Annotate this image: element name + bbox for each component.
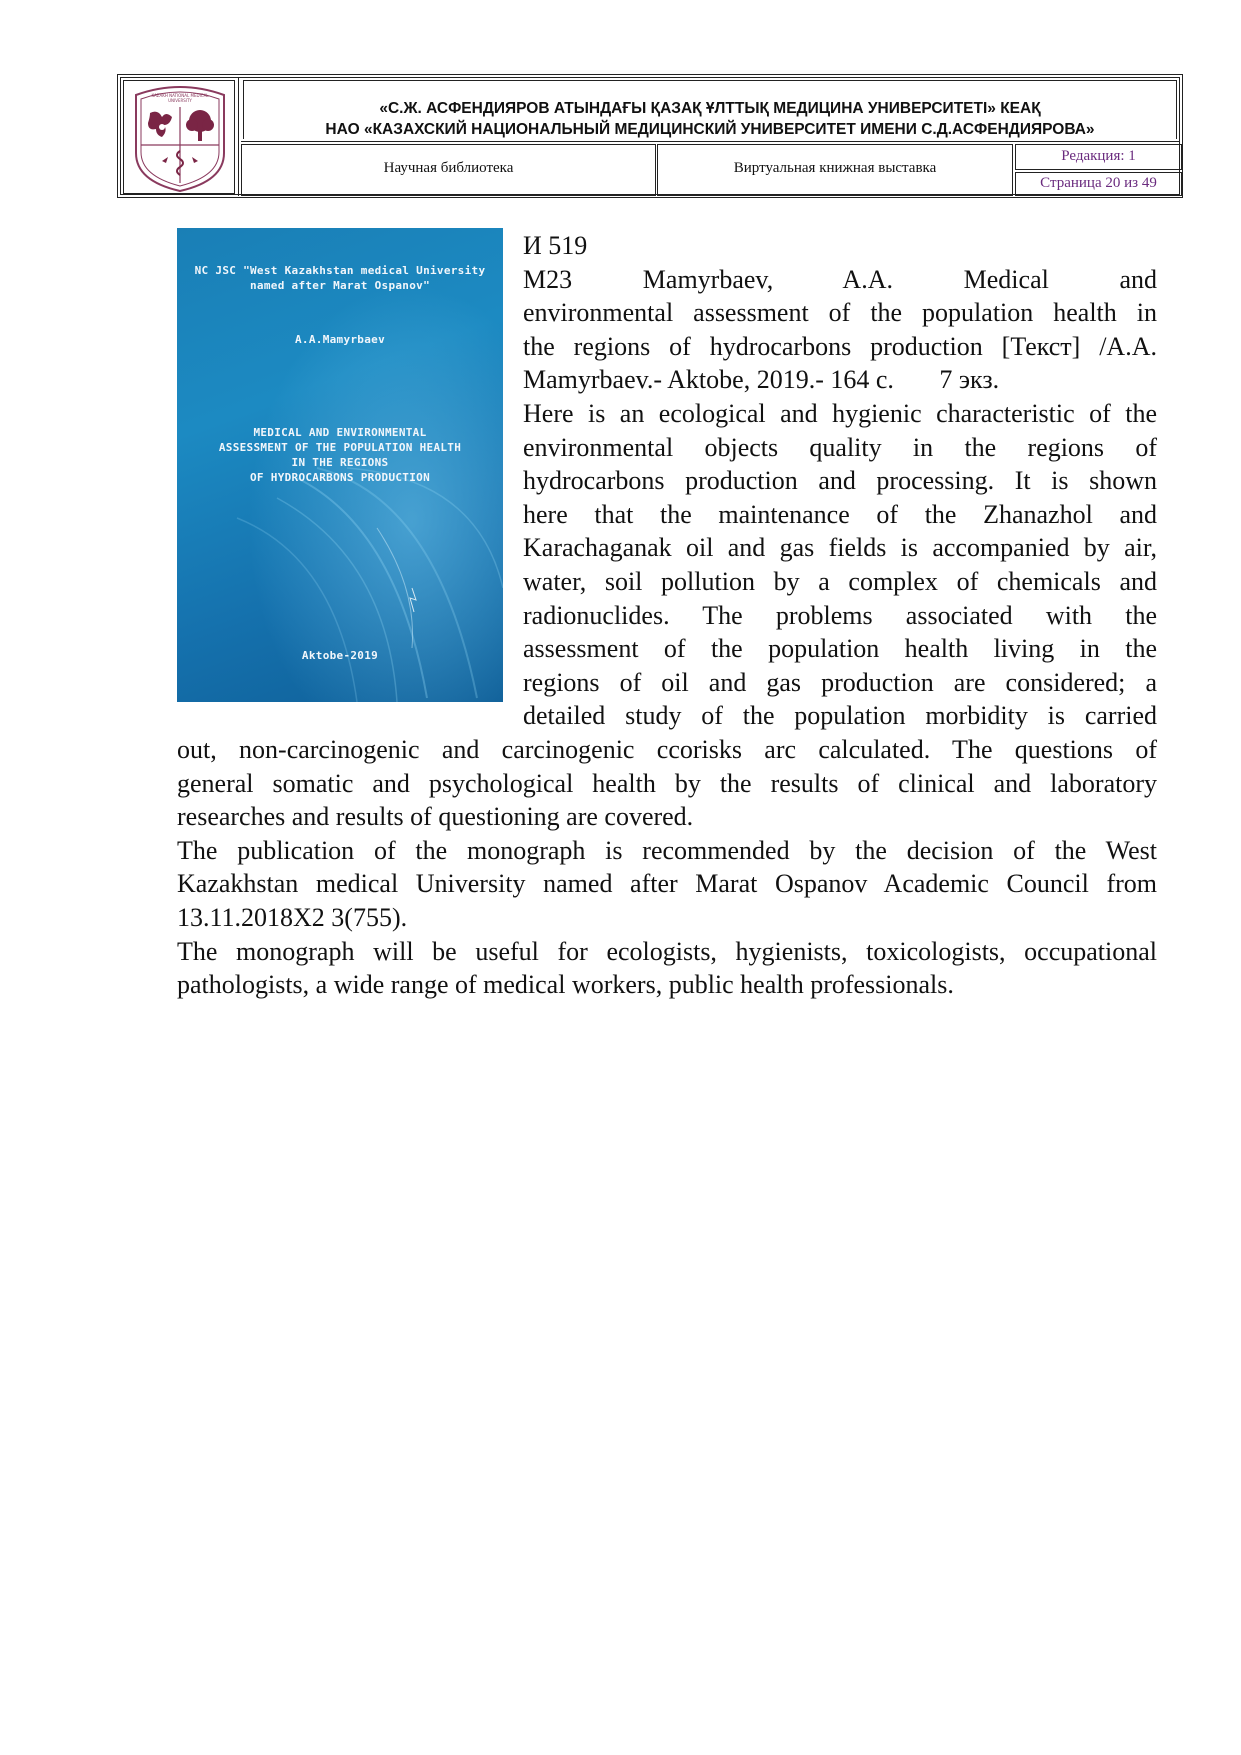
svg-text:UNIVERSITY: UNIVERSITY: [168, 98, 192, 103]
catalog-entry-wide: [177, 733, 1157, 1002]
university-seal-logo: [128, 83, 232, 193]
cover-title-line: OF HYDROCARBONS PRODUCTION: [250, 471, 430, 484]
cover-title-line: IN THE REGIONS: [291, 456, 389, 469]
audience-line: The monograph will be useful for ecologists, hygienists, toxicologists, occupational: [177, 936, 1157, 966]
abstract-line: researches and results of questioning are covered.: [177, 802, 694, 832]
document-header: [117, 74, 1183, 198]
exhibition-cell: [657, 144, 1013, 196]
abstract-line: water, soil pollution by a complex of chemicals and: [523, 566, 1157, 596]
recommendation-line: The publication of the monograph is recommended by the decision of the West: [177, 835, 1157, 865]
abstract-line: Karachaganak oil and gas fields is accompanied by air,: [523, 533, 1157, 563]
cover-publisher-line: named after Marat Ospanov": [250, 279, 430, 292]
catalog-entry-narrow: [523, 229, 1157, 733]
cover-author: A.A.Mamyrbaev: [295, 333, 385, 346]
cover-place-year: Aktobe-2019: [301, 649, 379, 662]
recommendation-line: Kazakhstan medical University named after Marat Ospanov Academic Council from: [177, 869, 1157, 899]
abstract-line: regions of oil and gas production are considered; a: [523, 667, 1157, 697]
cover-publisher: [177, 263, 503, 293]
edition-label: Редакция: 1: [1061, 148, 1136, 164]
logo-cell: [121, 78, 239, 196]
abstract-line: environmental objects quality in the regions of: [523, 432, 1157, 462]
department-cell: [241, 144, 656, 196]
author-name: Mamyrbaev, A.A.: [642, 264, 893, 294]
author-code: M23: [523, 264, 573, 294]
title-cell: [241, 78, 1179, 142]
abstract-line: hydrocarbons production and processing. It is shown: [523, 466, 1157, 496]
abstract-line: general somatic and psychological health by the results of clinical and laboratory: [177, 768, 1157, 798]
entry-line: the regions of hydrocarbons production [Текст] /A.A.: [523, 331, 1157, 361]
audience-line: pathologists, a wide range of medical workers, public health professionals.: [177, 970, 954, 1000]
department-label: Научная библиотека: [383, 160, 514, 176]
abstract-line: radionuclides. The problems associated with the: [523, 600, 1157, 630]
book-cover-image: [177, 228, 503, 702]
page-number-label: Страница 20 из 49: [1040, 175, 1157, 191]
entry-line: Mamyrbaev.- Aktobe, 2019.- 164 с. 7 экз.: [523, 365, 1000, 395]
cover-publisher-line: NC JSC "West Kazakhstan medical University: [194, 264, 486, 277]
org-name-kazakh: «С.Ж. АСФЕНДИЯРОВ АТЫНДАҒЫ ҚАЗАҚ ҰЛТТЫҚ МЕДИЦИНА УНИВЕРСИТЕТІ» КЕАҚ: [379, 100, 1041, 117]
header-frame: [120, 77, 1180, 195]
abstract-line: out, non-carcinogenic and carcinogenic ccorisks arc calculated. The questions of: [177, 735, 1157, 764]
exhibition-label: Виртуальная книжная выставка: [733, 160, 937, 176]
abstract-line: detailed study of the population morbidity is carried: [523, 701, 1157, 731]
entry-line: environmental assessment of the population health in: [523, 298, 1157, 328]
title-and: and: [1119, 264, 1158, 294]
recommendation-line: 13.11.2018Х2 3(755).: [177, 902, 408, 932]
shelf-code: И 519: [523, 231, 588, 260]
abstract-line: Here is an ecological and hygienic characteristic of the: [523, 398, 1157, 428]
author-line: [523, 263, 1157, 297]
edition-cell: [1015, 144, 1182, 170]
abstract-line: assessment of the population health living in the: [523, 634, 1157, 664]
page-number-cell: [1015, 172, 1182, 196]
cover-title-line: ASSESSMENT OF THE POPULATION HEALTH: [218, 441, 462, 454]
svg-text:KAZAKH NATIONAL MEDICAL: KAZAKH NATIONAL MEDICAL: [151, 93, 209, 98]
org-name-russian: НАО «КАЗАХСКИЙ НАЦИОНАЛЬНЫЙ МЕДИЦИНСКИЙ УНИВЕРСИТЕТ ИМЕНИ С.Д.АСФЕНДИЯРОВА»: [325, 121, 1095, 138]
cover-title-line: MEDICAL AND ENVIRONMENTAL: [253, 426, 427, 439]
abstract-line: here that the maintenance of the Zhanazhol and: [523, 499, 1157, 529]
logo-frame: [123, 80, 235, 194]
cover-title: [177, 425, 503, 485]
title-start: Medical: [963, 264, 1049, 294]
